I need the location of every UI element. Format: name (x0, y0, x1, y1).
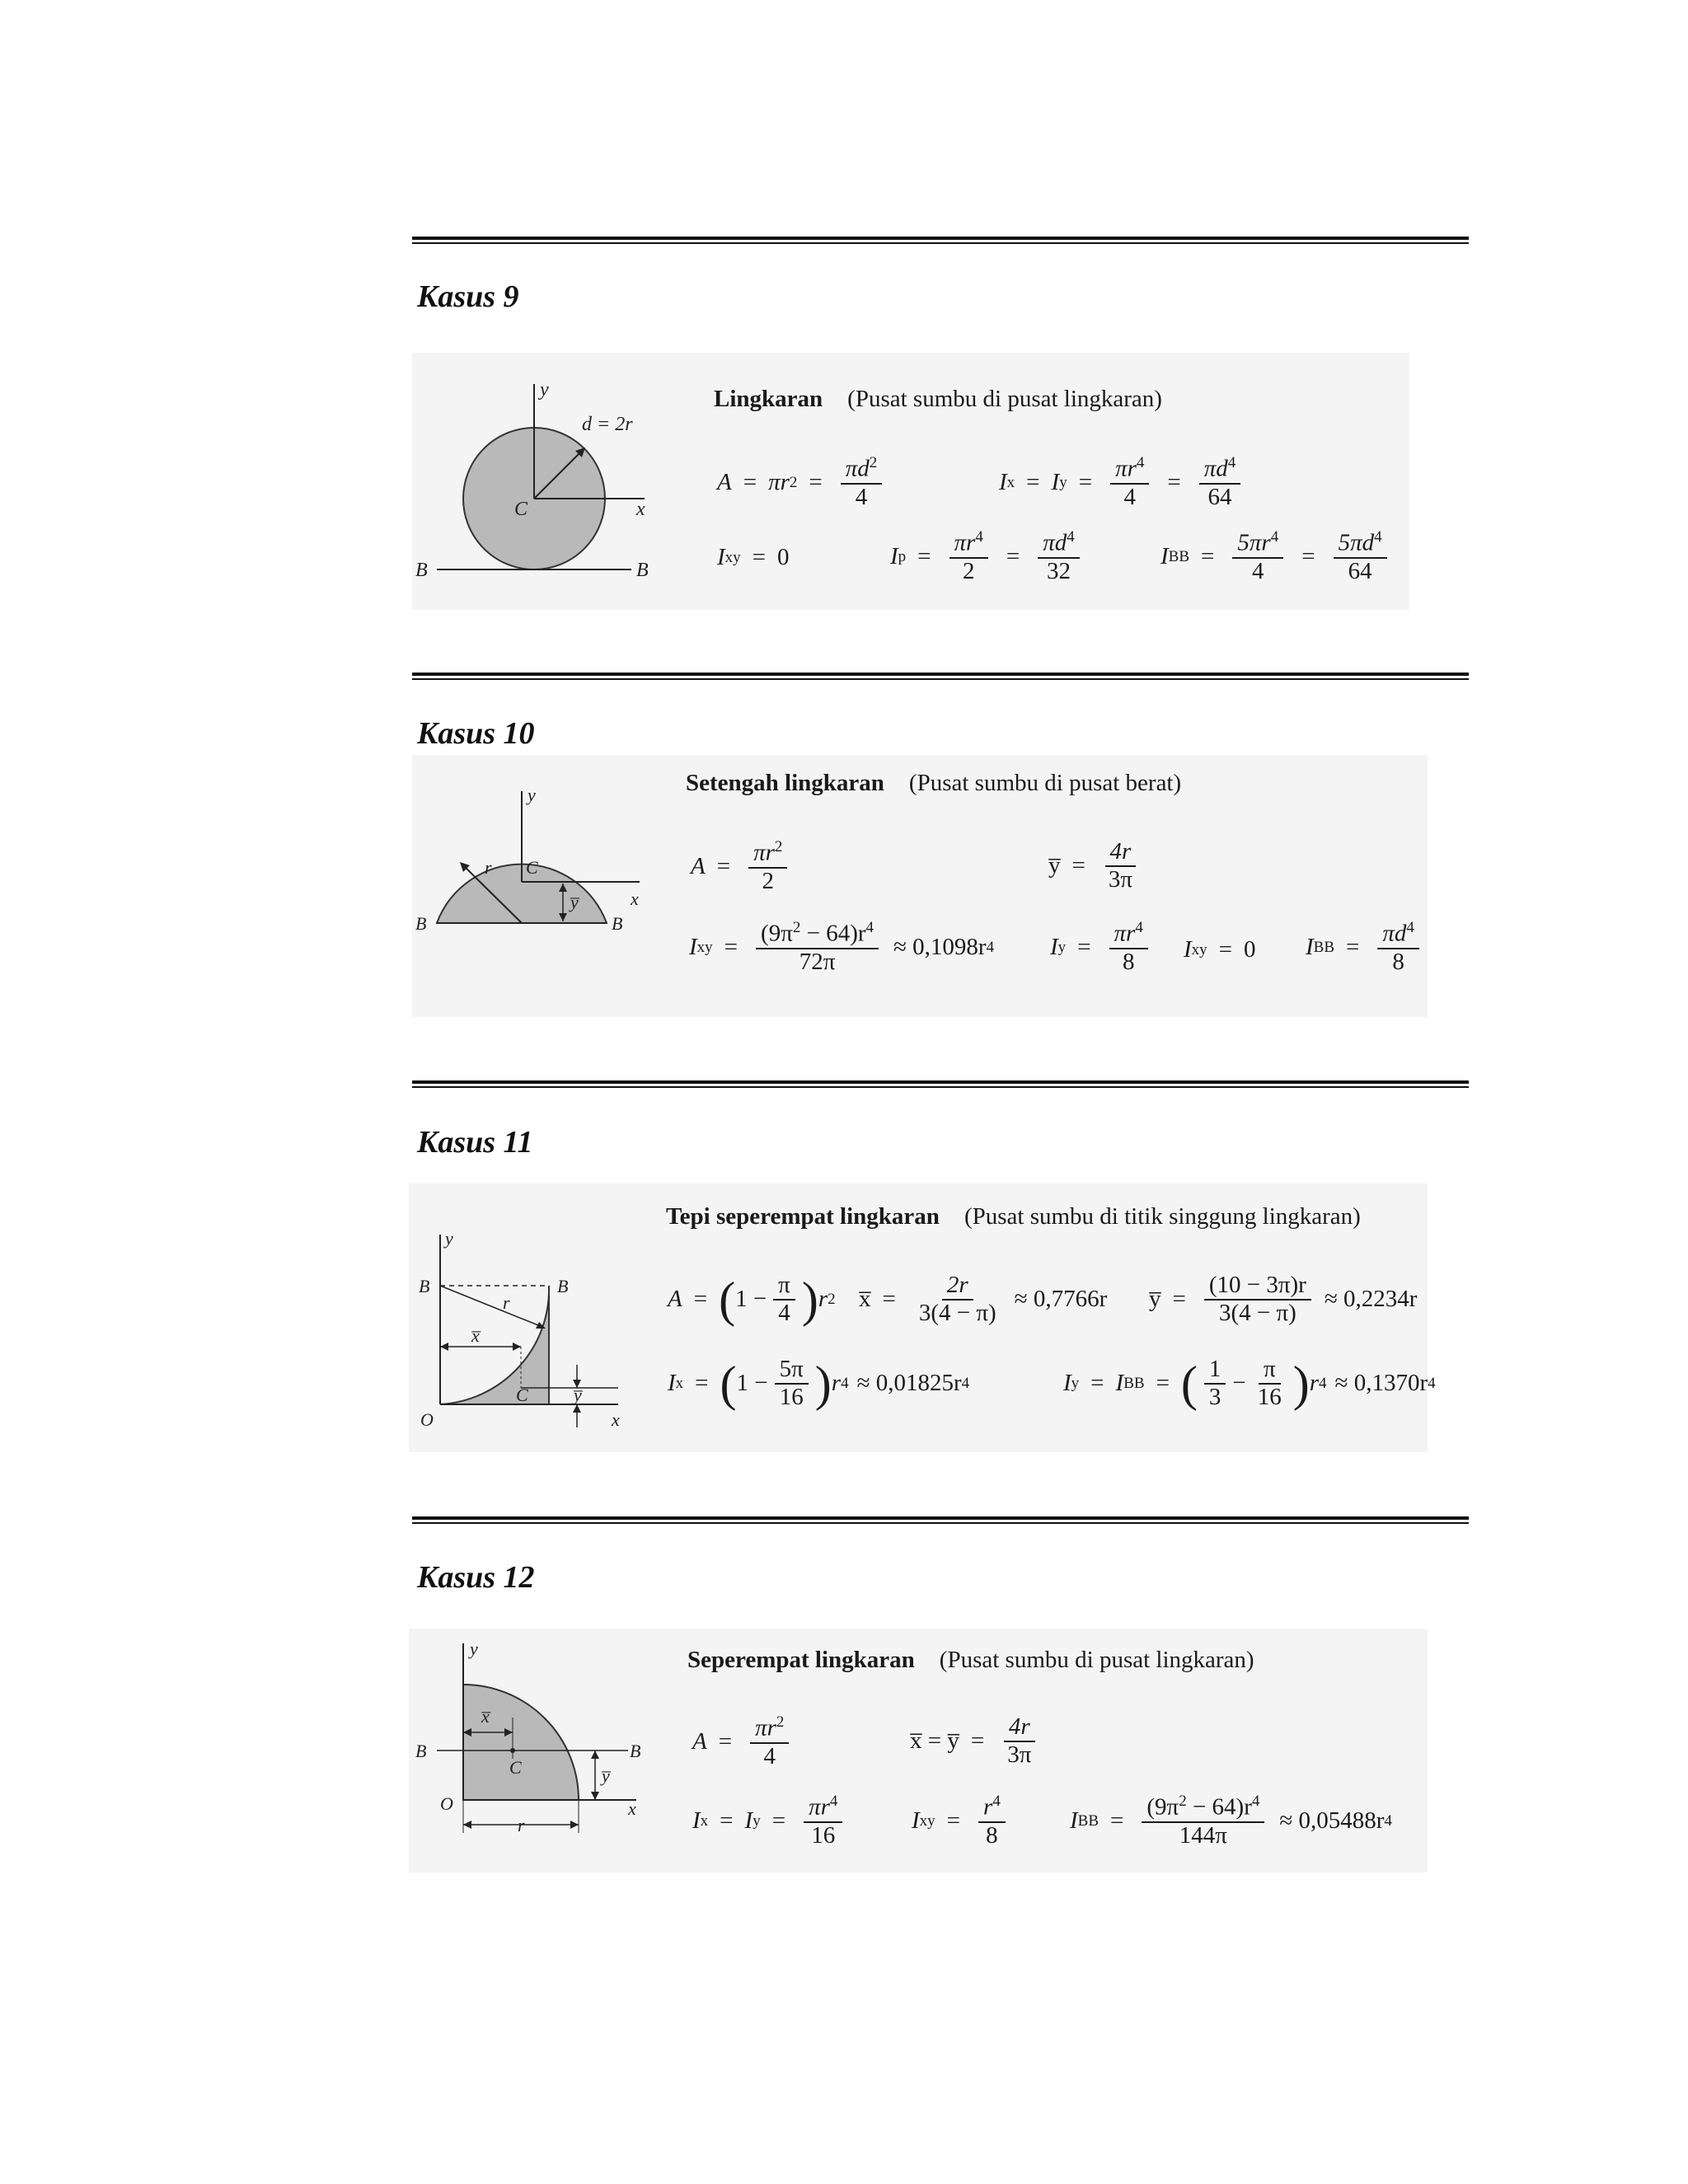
ybar-label: y̅ (574, 1385, 582, 1405)
spandrel-figure (412, 1223, 651, 1437)
ybar-label: y̅ (602, 1765, 610, 1786)
case-title: Kasus 11 (417, 1125, 533, 1160)
centroid-label: C (514, 499, 528, 520)
quarter-circle-figure (412, 1635, 659, 1849)
ixy-formula: I xy = $\frac{(9\pi^2 - 64)r^4}{72\pi}$ ≈ 0,1098r 4 (689, 919, 995, 975)
origin-label: O (420, 1409, 434, 1430)
y-label: y (540, 379, 549, 401)
b-label-left: B (415, 1741, 427, 1761)
area-formula: A = ( 1 − $\frac{\pi}{4}$ ) r 2 (668, 1272, 836, 1327)
b-label-left: B (415, 913, 427, 934)
b-label-right: B (630, 1741, 641, 1761)
ybar-formula: y̅ = $\frac{(10 - 3\pi)r}{3(4 - \pi)}$ ≈ 0,2234r (1149, 1272, 1418, 1326)
y-label: y (470, 1638, 478, 1659)
r-label: r (518, 1815, 525, 1835)
centroid-formula: x̅ = y̅ = $\frac{4r}{3\pi}$ (910, 1714, 1043, 1769)
shape-name: Setengah lingkaran (686, 770, 884, 796)
x-label: x (612, 1409, 620, 1430)
centroid-label: C (526, 857, 538, 878)
radius-label: r (503, 1292, 510, 1313)
x-label: x (628, 1798, 636, 1819)
axis-note: (Pusat sumbu di titik singgung lingkaran) (964, 1203, 1361, 1230)
axis-note: (Pusat sumbu di pusat lingkaran) (939, 1647, 1254, 1673)
xbar-label: x̅ (481, 1706, 490, 1727)
spandrel-shape (440, 1286, 549, 1404)
b-label-right: B (612, 913, 623, 934)
y-label: y (528, 785, 536, 805)
ibb-formula: I BB = $\frac{(9\pi^2 - 64)r^4}{144\pi}$ ≈ 0,05488r 4 (1070, 1793, 1392, 1849)
shape-name: Lingkaran (714, 386, 823, 412)
case-heading (687, 1647, 1254, 1674)
ixy-formula: I xy = 0 (717, 544, 790, 570)
ix-iy-formula: I x = I y = $\frac{\pi r^4}{4}$ = $\frac{\pi d^4}{64}$ (999, 455, 1247, 510)
origin-label: O (440, 1793, 453, 1814)
area-formula: A = $\frac{\pi r^2}{2}$ (691, 839, 794, 894)
iy-formula: I y = $\frac{\pi r^4}{8}$ (1050, 920, 1155, 975)
ybar-label: y̅ (570, 892, 579, 912)
centroid-label: C (509, 1757, 522, 1778)
ibb-formula: I BB = $\frac{\pi d^4}{8}$ (1306, 920, 1426, 975)
y-label: y (445, 1228, 453, 1249)
section-rule (412, 1516, 1469, 1524)
case-title: Kasus 9 (417, 279, 519, 314)
case-title: Kasus 10 (417, 716, 535, 751)
ybar-formula: y̅ = $\frac{4r}{3\pi}$ (1048, 839, 1144, 893)
section-rule (412, 1080, 1469, 1088)
ixy-zero-formula: I xy = 0 (1184, 936, 1256, 963)
section-rule (412, 237, 1469, 244)
quarter-circle-shape (463, 1685, 579, 1800)
xbar-formula: x̅ = $\frac{2r}{3(4 - \pi)}$ ≈ 0,7766r (859, 1272, 1108, 1326)
case-heading (666, 1203, 1361, 1230)
ix-formula: I x = ( 1 − $\frac{5\pi}{16}$ ) r 4 ≈ 0,01825r 4 (668, 1356, 970, 1411)
ix-iy-formula: I x = I y = $\frac{\pi r^4}{16}$ (692, 1793, 849, 1849)
radius-arrow (440, 1286, 542, 1327)
b-label-left: B (415, 560, 428, 581)
xbar-label: x̅ (471, 1325, 480, 1346)
section-rule (412, 673, 1469, 680)
radius-label: r (485, 857, 492, 878)
case-title: Kasus 12 (417, 1560, 535, 1595)
ip-formula: I p = $\frac{\pi r^4}{2}$ = $\frac{\pi d^4}{32}$ (890, 529, 1086, 584)
ibb-formula: I BB = $\frac{5\pi r^4}{4}$ = $\frac{5\pi d^4}{64}$ (1160, 529, 1394, 584)
b-label-right: B (557, 1276, 569, 1296)
case-heading (714, 386, 1162, 413)
x-label: x (631, 888, 639, 909)
diameter-label: d = 2r (582, 414, 633, 435)
shape-name: Seperempat lingkaran (687, 1647, 915, 1673)
shape-name: Tepi seperempat lingkaran (666, 1203, 940, 1230)
centroid-label: C (516, 1385, 528, 1405)
area-formula: A = πr 2 = $\frac{\pi d^2}{4}$ (717, 455, 889, 510)
iy-ibb-formula: I y = I BB = ( $\frac{1}{3}$ − $\frac{\pi}{16}$ ) r 4 ≈ 0,1370r 4 (1063, 1356, 1436, 1411)
x-label: x (636, 499, 645, 520)
area-formula: A = $\frac{\pi r^2}{4}$ (692, 1714, 795, 1769)
semicircle-figure (412, 783, 659, 948)
axis-note: (Pusat sumbu di pusat berat) (908, 770, 1182, 796)
axis-note: (Pusat sumbu di pusat lingkaran) (847, 386, 1162, 412)
b-label-left: B (419, 1276, 430, 1296)
circle-figure (412, 371, 668, 593)
b-label-right: B (636, 560, 649, 581)
ixy-formula: I xy = $\frac{r^4}{8}$ (912, 1793, 1012, 1849)
case-heading (686, 770, 1181, 797)
